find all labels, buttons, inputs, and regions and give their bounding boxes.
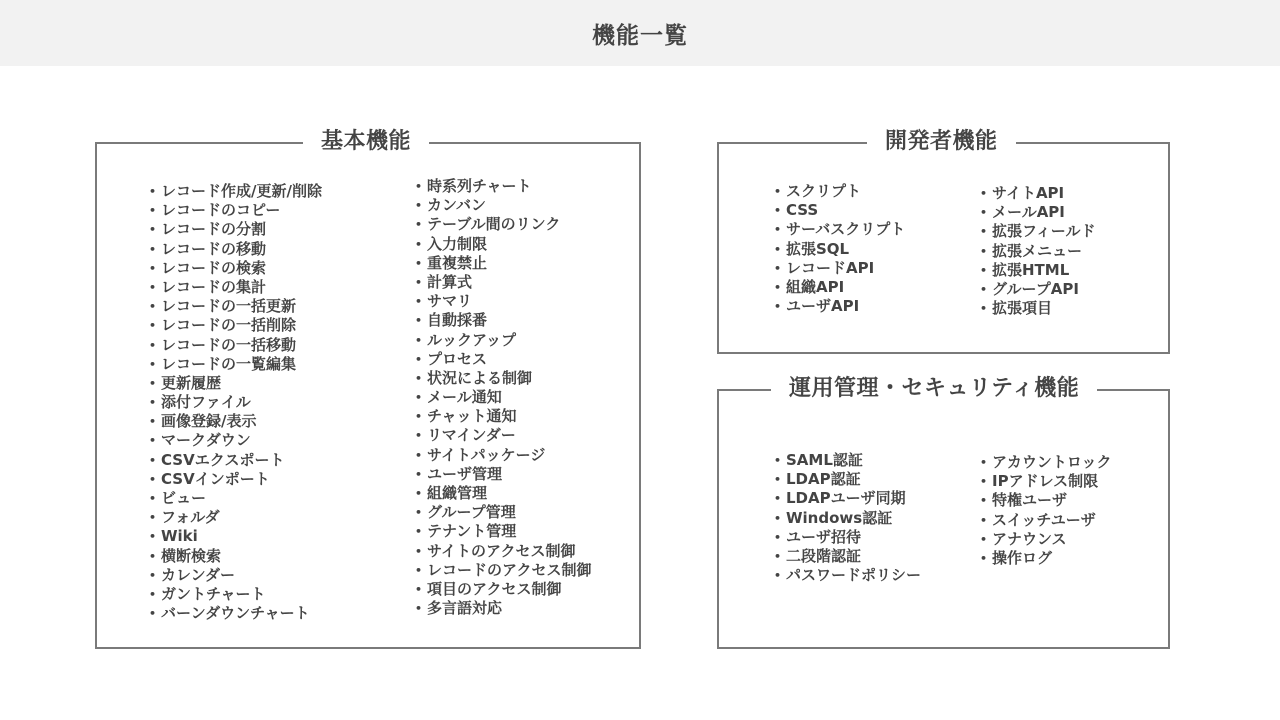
bullet-icon: • xyxy=(980,282,988,296)
bullet-icon: • xyxy=(415,256,423,270)
feature-list-item xyxy=(980,242,1096,261)
feature-label: スクリプト xyxy=(786,182,862,200)
feature-list-item xyxy=(415,503,592,522)
bullet-icon: • xyxy=(415,314,423,328)
bullet-icon: • xyxy=(415,218,423,232)
feature-list-item xyxy=(980,261,1096,280)
feature-list-item xyxy=(415,599,592,618)
feature-label: リマインダー xyxy=(427,426,516,445)
feature-label: プロセス xyxy=(427,349,488,368)
feature-label: CSVインポート xyxy=(161,469,270,488)
feature-list-item xyxy=(980,549,1112,568)
feature-label: レコードのアクセス制御 xyxy=(427,560,592,579)
feature-list-item xyxy=(980,472,1112,491)
feature-list-item xyxy=(774,528,921,547)
feature-label: ユーザ招待 xyxy=(786,527,862,546)
bullet-icon: • xyxy=(774,569,782,583)
feature-label: IPアドレス制限 xyxy=(992,472,1099,491)
bullet-icon: • xyxy=(149,415,157,429)
bullet-icon: • xyxy=(415,391,423,405)
feature-list-item xyxy=(980,511,1112,530)
basic-features-title: 基本機能 xyxy=(303,127,429,157)
feature-label: 組織API xyxy=(786,277,845,296)
feature-list-item xyxy=(415,350,592,369)
bullet-icon: • xyxy=(980,206,988,220)
feature-label: 自動採番 xyxy=(427,311,488,330)
developer-features-panel xyxy=(717,129,1170,354)
bullet-icon: • xyxy=(980,475,988,489)
feature-label: 計算式 xyxy=(427,272,473,291)
bullet-icon: • xyxy=(149,568,157,582)
bullet-icon: • xyxy=(774,492,782,506)
feature-list-item xyxy=(415,426,592,445)
developer-features-title: 開発者機能 xyxy=(867,127,1016,157)
feature-list-item xyxy=(774,182,905,201)
bullet-icon: • xyxy=(415,506,423,520)
feature-label: スイッチユーザ xyxy=(992,510,1096,529)
feature-label: CSS xyxy=(786,201,819,220)
feature-label: レコード作成/更新/削除 xyxy=(161,182,322,200)
bullet-icon: • xyxy=(149,242,157,256)
feature-label: CSVエクスポート xyxy=(161,450,285,469)
feature-label: フォルダ xyxy=(161,508,220,527)
feature-label: 組織管理 xyxy=(427,484,488,502)
feature-label: レコードのコピー xyxy=(161,201,281,220)
feature-list-item xyxy=(149,566,322,585)
bullet-icon: • xyxy=(415,525,423,539)
bullet-icon: • xyxy=(415,180,423,193)
feature-list-item xyxy=(149,182,322,201)
feature-list-item xyxy=(149,527,322,546)
developer-features-list-right xyxy=(980,184,1096,318)
feature-label: ユーザAPI xyxy=(786,297,860,316)
feature-list-item xyxy=(149,508,322,527)
bullet-icon: • xyxy=(980,551,988,565)
feature-list-item xyxy=(774,547,921,566)
bullet-icon: • xyxy=(149,492,157,505)
bullet-icon: • xyxy=(415,448,423,462)
bullet-icon: • xyxy=(980,532,988,546)
bullet-icon: • xyxy=(149,280,157,294)
feature-list-item xyxy=(774,240,905,259)
bullet-icon: • xyxy=(980,513,988,527)
feature-label: チャット通知 xyxy=(427,407,517,426)
feature-label: 入力制限 xyxy=(427,234,488,253)
feature-list-item xyxy=(149,240,322,259)
feature-label: サイトパッケージ xyxy=(427,445,546,464)
feature-list-item xyxy=(415,254,592,273)
bullet-icon: • xyxy=(415,275,423,289)
bullet-icon: • xyxy=(149,607,157,621)
feature-label: 重複禁止 xyxy=(427,253,488,272)
developer-features-list-left xyxy=(774,182,905,316)
bullet-icon: • xyxy=(415,487,423,500)
bullet-icon: • xyxy=(774,300,782,314)
feature-label: バーンダウンチャート xyxy=(161,604,310,623)
feature-list-item xyxy=(415,369,592,388)
feature-label: カレンダー xyxy=(161,565,236,584)
feature-list-item xyxy=(415,561,592,580)
feature-list-item xyxy=(774,297,905,316)
feature-label: ユーザ管理 xyxy=(427,464,503,483)
feature-list-item xyxy=(415,465,592,484)
feature-label: 添付ファイル xyxy=(161,393,251,412)
feature-label: カンバン xyxy=(427,196,486,215)
bullet-icon: • xyxy=(980,263,988,277)
feature-list-item xyxy=(415,273,592,292)
feature-label: レコードの検索 xyxy=(161,258,267,277)
bullet-icon: • xyxy=(149,338,157,352)
feature-list-item xyxy=(149,259,322,278)
bullet-icon: • xyxy=(149,376,157,390)
bullet-icon: • xyxy=(149,549,157,563)
bullet-icon: • xyxy=(415,429,423,443)
feature-label: メール通知 xyxy=(427,388,502,407)
bullet-icon: • xyxy=(774,204,782,218)
bullet-icon: • xyxy=(415,544,423,558)
feature-list-item xyxy=(149,451,322,470)
bullet-icon: • xyxy=(980,187,988,200)
feature-list-item xyxy=(415,196,592,215)
feature-list-item xyxy=(149,489,322,508)
feature-label: サーバスクリプト xyxy=(786,220,906,239)
feature-list-item xyxy=(415,292,592,311)
feature-label: メールAPI xyxy=(992,203,1065,222)
feature-list-item xyxy=(415,311,592,330)
feature-list-item xyxy=(980,299,1096,318)
feature-label: 拡張HTML xyxy=(992,260,1070,279)
bullet-icon: • xyxy=(149,396,157,410)
bullet-icon: • xyxy=(774,530,782,544)
operations-security-panel xyxy=(717,376,1170,649)
feature-list-item xyxy=(149,278,322,297)
operations-security-list-right xyxy=(980,453,1112,568)
feature-list-item xyxy=(980,203,1096,222)
feature-label: Windows認証 xyxy=(786,508,893,527)
feature-list-item xyxy=(980,280,1096,299)
feature-list-item xyxy=(149,297,322,316)
bullet-icon: • xyxy=(149,261,157,275)
bullet-icon: • xyxy=(774,261,782,275)
bullet-icon: • xyxy=(774,549,782,563)
feature-list-item xyxy=(149,604,322,623)
feature-list-item xyxy=(774,566,921,585)
feature-label: レコードの一括更新 xyxy=(161,297,297,316)
feature-label: グループAPI xyxy=(992,279,1079,298)
bullet-icon: • xyxy=(415,467,423,481)
feature-list-item xyxy=(980,453,1112,472)
feature-list-item xyxy=(774,278,905,297)
basic-features-panel xyxy=(95,129,641,649)
feature-label: 更新履歴 xyxy=(161,373,222,392)
feature-label: Wiki xyxy=(161,527,198,546)
bullet-icon: • xyxy=(149,530,157,544)
bullet-icon: • xyxy=(980,302,988,316)
feature-list-item xyxy=(149,547,322,566)
feature-list-item xyxy=(149,431,322,450)
feature-list-item xyxy=(415,446,592,465)
bullet-icon: • xyxy=(980,456,988,469)
bullet-icon: • xyxy=(149,472,157,486)
feature-list-item xyxy=(415,215,592,234)
feature-label: 状況による制御 xyxy=(427,368,533,387)
bullet-icon: • xyxy=(415,352,423,366)
feature-label: 操作ログ xyxy=(992,548,1053,567)
feature-label: 拡張メニュー xyxy=(992,241,1083,260)
feature-label: レコードの分割 xyxy=(161,220,267,239)
feature-list-item xyxy=(980,491,1112,510)
feature-list-item xyxy=(149,412,322,431)
feature-list-item xyxy=(774,470,921,489)
feature-label: 時系列チャート xyxy=(427,177,532,195)
bullet-icon: • xyxy=(149,204,157,218)
feature-label: レコードの一覧編集 xyxy=(161,354,297,373)
feature-label: アナウンス xyxy=(992,529,1067,548)
bullet-icon: • xyxy=(149,587,157,601)
feature-list-item xyxy=(774,220,905,239)
feature-list-item xyxy=(774,489,921,508)
bullet-icon: • xyxy=(415,582,423,596)
bullet-icon: • xyxy=(415,602,423,616)
feature-label: 二段階認証 xyxy=(786,546,862,565)
feature-label: パスワードポリシー xyxy=(786,566,922,585)
bullet-icon: • xyxy=(774,454,782,467)
bullet-icon: • xyxy=(980,225,988,239)
feature-label: レコードの移動 xyxy=(161,239,267,258)
feature-list-item xyxy=(415,177,592,196)
feature-list-item xyxy=(149,470,322,489)
feature-label: アカウントロック xyxy=(992,453,1112,471)
feature-label: SAML認証 xyxy=(786,451,863,469)
bullet-icon: • xyxy=(774,280,782,294)
feature-label: 横断検索 xyxy=(161,546,222,565)
feature-list-item xyxy=(980,222,1096,241)
feature-label: テナント管理 xyxy=(427,522,517,541)
feature-label: テーブル間のリンク xyxy=(427,215,561,234)
page-title: 機能一覧 xyxy=(592,22,688,49)
bullet-icon: • xyxy=(415,333,423,347)
feature-label: 画像登録/表示 xyxy=(161,412,257,431)
bullet-icon: • xyxy=(149,357,157,371)
feature-label: レコードの一括移動 xyxy=(161,335,297,354)
feature-list-item xyxy=(415,522,592,541)
feature-label: 特権ユーザ xyxy=(992,491,1068,510)
bullet-icon: • xyxy=(415,237,423,251)
feature-list-item xyxy=(149,316,322,335)
bullet-icon: • xyxy=(774,511,782,525)
bullet-icon: • xyxy=(149,223,157,237)
feature-list-item xyxy=(980,530,1112,549)
feature-list-item xyxy=(149,393,322,412)
feature-label: ルックアップ xyxy=(427,330,516,349)
feature-label: マークダウン xyxy=(161,431,251,450)
feature-label: ガントチャート xyxy=(161,584,266,603)
bullet-icon: • xyxy=(774,185,782,198)
bullet-icon: • xyxy=(149,434,157,448)
bullet-icon: • xyxy=(774,473,782,487)
feature-list-item xyxy=(149,374,322,393)
bullet-icon: • xyxy=(415,410,423,424)
feature-label: LDAPユーザ同期 xyxy=(786,489,906,508)
feature-list-item xyxy=(774,451,921,470)
feature-label: レコードAPI xyxy=(786,258,875,277)
feature-list-item xyxy=(415,407,592,426)
bullet-icon: • xyxy=(415,371,423,385)
feature-list-item xyxy=(774,201,905,220)
basic-features-list-right xyxy=(415,177,592,618)
operations-security-list-left xyxy=(774,451,921,585)
feature-label: サイトAPI xyxy=(992,184,1065,202)
bullet-icon: • xyxy=(980,244,988,258)
feature-list-item xyxy=(774,259,905,278)
operations-security-title: 運用管理・セキュリティ機能 xyxy=(771,374,1097,404)
feature-list-item xyxy=(415,388,592,407)
feature-label: サマリ xyxy=(427,292,473,311)
bullet-icon: • xyxy=(415,199,423,213)
feature-label: 多言語対応 xyxy=(427,599,503,618)
feature-label: LDAP認証 xyxy=(786,470,861,489)
bullet-icon: • xyxy=(774,242,782,256)
bullet-icon: • xyxy=(149,185,157,198)
feature-list-item xyxy=(149,355,322,374)
bullet-icon: • xyxy=(149,300,157,314)
feature-label: 拡張フィールド xyxy=(992,222,1096,241)
feature-label: 拡張SQL xyxy=(786,239,850,258)
feature-list-item xyxy=(149,336,322,355)
feature-list-item xyxy=(415,542,592,561)
feature-list-item xyxy=(774,509,921,528)
feature-label: グループ管理 xyxy=(427,503,516,522)
bullet-icon: • xyxy=(415,295,423,309)
bullet-icon: • xyxy=(774,223,782,237)
header-bar xyxy=(0,0,1280,66)
bullet-icon: • xyxy=(980,494,988,508)
feature-list-item xyxy=(415,331,592,350)
feature-label: レコードの集計 xyxy=(161,277,267,296)
feature-list-item xyxy=(415,235,592,254)
feature-label: 項目のアクセス制御 xyxy=(427,579,562,598)
feature-label: ビュー xyxy=(161,489,207,507)
feature-list-item xyxy=(415,484,592,503)
feature-label: レコードの一括削除 xyxy=(161,316,297,335)
bullet-icon: • xyxy=(149,319,157,333)
bullet-icon: • xyxy=(149,511,157,525)
feature-list-item xyxy=(415,580,592,599)
feature-list-item xyxy=(149,585,322,604)
feature-label: サイトのアクセス制御 xyxy=(427,541,576,560)
bullet-icon: • xyxy=(415,563,423,577)
feature-list-item xyxy=(149,220,322,239)
bullet-icon: • xyxy=(149,453,157,467)
feature-list-item xyxy=(980,184,1096,203)
feature-list-item xyxy=(149,201,322,220)
feature-label: 拡張項目 xyxy=(992,299,1053,318)
basic-features-list-left xyxy=(149,182,322,623)
